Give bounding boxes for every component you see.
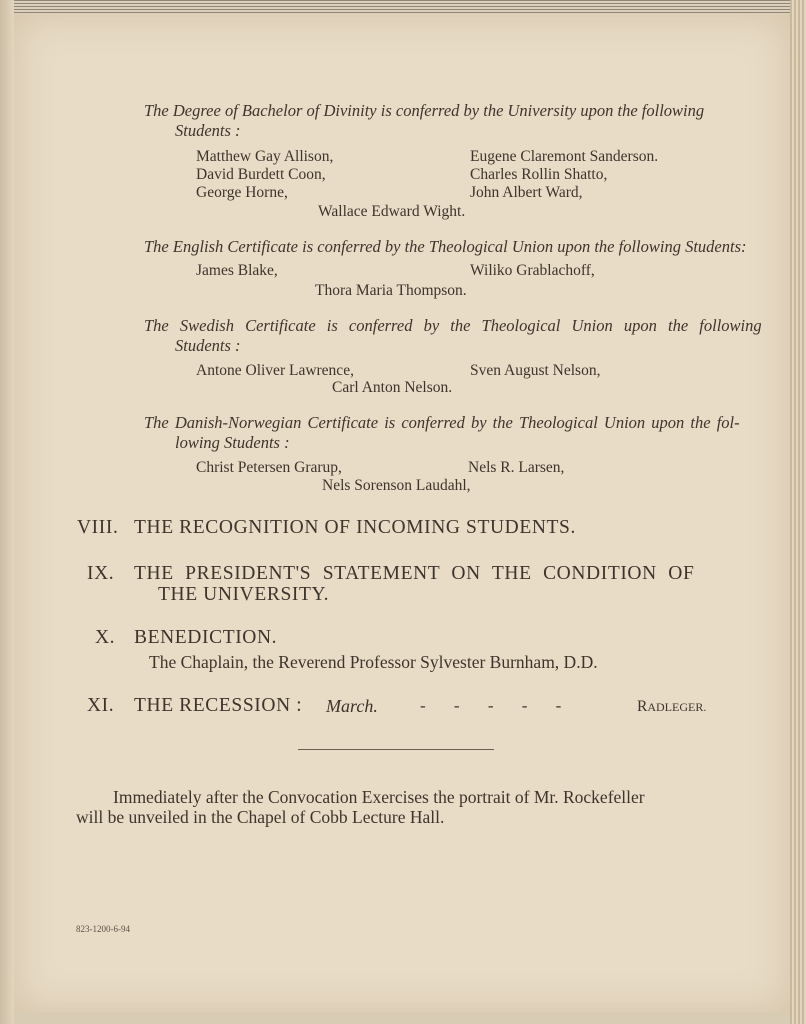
student-name: David Burdett Coon, (196, 166, 326, 183)
divider-rule (298, 749, 494, 750)
item-heading-ix-cont: THE UNIVERSITY. (158, 584, 330, 605)
closing-line1: Immediately after the Convocation Exercises the portrait of Mr. Rockefeller (113, 787, 645, 807)
recession-music: March. (326, 696, 378, 716)
item-number-x: X. (95, 627, 116, 648)
student-name: James Blake, (196, 262, 278, 279)
student-name: Thora Maria Thompson. (315, 282, 467, 299)
student-name: Carl Anton Nelson. (332, 379, 453, 396)
student-name: Charles Rollin Shatto, (470, 166, 608, 183)
page-binding-edge (0, 0, 14, 1024)
item-heading-x: BENEDICTION. (134, 627, 278, 648)
student-name: Nels R. Larsen, (468, 459, 565, 476)
composer-name: RADLEGER. (637, 698, 707, 715)
student-name: Wallace Edward Wight. (318, 203, 466, 220)
bachelor-intro-line2: Students : (175, 121, 241, 140)
student-name: John Albert Ward, (470, 184, 583, 201)
item-heading-viii: THE RECOGNITION OF INCOMING STUDENTS. (134, 517, 576, 538)
item-number-ix: IX. (87, 563, 115, 584)
item-heading-ix: THE PRESIDENT'S STATEMENT ON THE CONDITION OF (134, 563, 695, 584)
page-stack-right-edge (790, 0, 806, 1024)
item-heading-xi: THE RECESSION : (134, 695, 303, 716)
swedish-intro-line2: Students : (175, 336, 241, 355)
student-name: Christ Petersen Grarup, (196, 459, 342, 476)
closing-line2: will be unveiled in the Chapel of Cobb Lecture Hall. (76, 807, 445, 827)
danish-intro-line2: lowing Students : (175, 433, 290, 452)
printer-code: 823-1200-6-94 (76, 924, 130, 934)
danish-intro-line1: The Danish-Norwegian Certificate is conferred by the Theological Union upon the fol- (144, 413, 740, 432)
swedish-intro-line1: The Swedish Certificate is conferred by the Theological Union upon the following (144, 316, 762, 335)
page-stack-top-edge (0, 0, 806, 14)
student-name: Sven August Nelson, (470, 362, 601, 379)
item-number-viii: VIII. (77, 517, 119, 538)
student-name: Antone Oliver Lawrence, (196, 362, 354, 379)
student-name: Matthew Gay Allison, (196, 148, 334, 165)
benediction-officiant: The Chaplain, the Reverend Professor Sylvester Burnham, D.D. (149, 652, 598, 672)
student-name: George Horne, (196, 184, 288, 201)
bachelor-intro-line1: The Degree of Bachelor of Divinity is conferred by the University upon the following (144, 101, 705, 120)
english-intro-line1: The English Certificate is conferred by the Theological Union upon the following Students: (144, 237, 747, 256)
item-number-xi: XI. (87, 695, 115, 716)
leader-dashes: - - - - - (420, 696, 562, 715)
student-name: Wiliko Grablachoff, (470, 262, 595, 279)
student-name: Eugene Claremont Sanderson. (470, 148, 659, 165)
document-page (14, 14, 790, 1012)
student-name: Nels Sorenson Laudahl, (322, 477, 471, 494)
